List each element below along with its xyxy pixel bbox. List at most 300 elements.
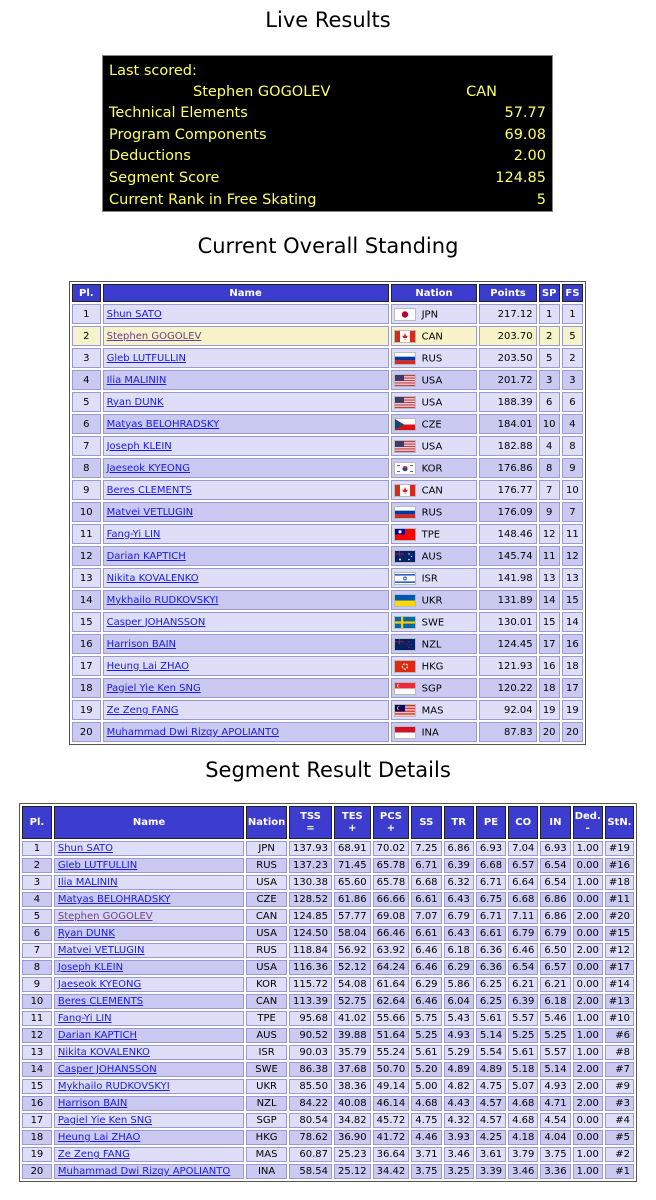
seg-skater-link-casper-johansson[interactable]: Casper JOHANSSON	[57, 1064, 157, 1075]
seg-ded: 1.00	[573, 1147, 603, 1162]
standing-fs: 17	[562, 678, 583, 698]
standing-nation-cell	[391, 656, 478, 676]
seg-pcs: 69.08	[373, 909, 410, 924]
standing-points: 188.39	[479, 392, 536, 412]
standing-sp: 12	[539, 524, 560, 544]
seg-col-ded-sub: -	[585, 822, 590, 834]
seg-place: 13	[22, 1045, 52, 1060]
seg-pe: 6.36	[476, 960, 506, 975]
segment-row	[22, 994, 634, 1009]
seg-place: 9	[22, 977, 52, 992]
seg-name-cell	[54, 892, 244, 907]
seg-tr: 4.43	[444, 1096, 474, 1111]
last-scored-skater-nation: CAN	[466, 84, 497, 100]
standing-nation: CAN	[421, 331, 443, 342]
seg-skater-link-ryan-dunk[interactable]: Ryan DUNK	[57, 928, 115, 939]
seg-in: 6.79	[540, 926, 570, 941]
standing-fs: 9	[562, 458, 583, 478]
seg-pcs: 55.24	[373, 1045, 410, 1060]
seg-place: 16	[22, 1096, 52, 1111]
seg-tes: 52.12	[334, 960, 371, 975]
seg-tes: 36.90	[334, 1130, 371, 1145]
seg-ded: 0.00	[573, 1113, 603, 1128]
standing-place: 9	[72, 480, 101, 500]
standing-nation-cell	[391, 370, 478, 390]
seg-tes: 56.92	[334, 943, 371, 958]
seg-in: 5.25	[540, 1028, 570, 1043]
skater-link-beres-clements[interactable]: Beres CLEMENTS	[106, 484, 192, 496]
seg-ded: 1.00	[573, 1164, 603, 1179]
seg-col-tss	[289, 806, 332, 839]
standing-place: 7	[72, 436, 101, 456]
col-header-place: Pl.	[72, 284, 101, 302]
seg-skater-link-ze-zeng-fang[interactable]: Ze Zeng FANG	[57, 1149, 130, 1160]
segment-header-row	[22, 806, 634, 839]
seg-ss: 4.46	[411, 1130, 441, 1145]
standing-place: 19	[72, 700, 101, 720]
seg-col-tes	[334, 806, 371, 839]
seg-name-cell	[54, 994, 244, 1009]
seg-stn: #11	[605, 892, 634, 907]
standing-sp: 19	[539, 700, 560, 720]
standing-nation: USA	[421, 375, 443, 386]
program-components-label: Program Components	[109, 127, 267, 143]
standing-place: 12	[72, 546, 101, 566]
seg-name-cell	[54, 1130, 244, 1145]
standing-fs: 19	[562, 700, 583, 720]
seg-co: 6.68	[508, 892, 538, 907]
seg-tes: 38.36	[334, 1079, 371, 1094]
seg-stn: #20	[605, 909, 634, 924]
seg-ss: 7.25	[411, 841, 441, 856]
seg-co: 5.07	[508, 1079, 538, 1094]
flag-aus-icon	[394, 550, 416, 563]
seg-skater-link-joseph-klein[interactable]: Joseph KLEIN	[57, 962, 124, 973]
col-header-nation: Nation	[391, 284, 478, 302]
seg-tss: 137.93	[289, 841, 332, 856]
seg-ss: 6.61	[411, 926, 441, 941]
seg-place: 15	[22, 1079, 52, 1094]
standing-fs: 20	[562, 722, 583, 742]
seg-nation: MAS	[246, 1147, 287, 1162]
segment-score-value: 124.85	[495, 170, 546, 186]
standing-points: 176.09	[479, 502, 536, 522]
standing-row	[72, 502, 583, 522]
seg-col-tes-sub: +	[348, 822, 357, 834]
standing-points: 130.01	[479, 612, 536, 632]
seg-ded: 0.00	[573, 977, 603, 992]
seg-skater-link-stephen-gogolev[interactable]: Stephen GOGOLEV	[57, 911, 153, 922]
seg-skater-link-darian-kaptich[interactable]: Darian KAPTICH	[57, 1030, 138, 1041]
standing-nation: USA	[421, 397, 443, 408]
live-results-panel	[102, 55, 553, 212]
seg-tes: 68.91	[334, 841, 371, 856]
seg-name-cell	[54, 926, 244, 941]
skater-link-muhammad-dwi-rizqy-apolianto[interactable]: Muhammad Dwi Rizqy APOLIANTO	[106, 726, 279, 738]
skater-link-mykhailo-rudkovskyi[interactable]: Mykhailo RUDKOVSKYI	[106, 594, 219, 606]
seg-tss: 90.52	[289, 1028, 332, 1043]
standing-name-cell	[103, 370, 389, 390]
seg-ded: 0.00	[573, 960, 603, 975]
seg-nation: AUS	[246, 1028, 287, 1043]
seg-nation: USA	[246, 926, 287, 941]
seg-tss: 124.50	[289, 926, 332, 941]
standing-row	[72, 436, 583, 456]
skater-link-ze-zeng-fang[interactable]: Ze Zeng FANG	[106, 704, 179, 716]
seg-name-cell	[54, 977, 244, 992]
seg-tss: 78.62	[289, 1130, 332, 1145]
seg-pcs: 46.14	[373, 1096, 410, 1111]
segment-row	[22, 1011, 634, 1026]
standing-sp: 20	[539, 722, 560, 742]
standing-name-cell	[103, 678, 389, 698]
flag-isr-icon	[394, 572, 416, 585]
standing-sp: 2	[539, 326, 560, 346]
seg-in: 5.57	[540, 1045, 570, 1060]
flag-usa-icon	[394, 374, 416, 387]
standing-row	[72, 546, 583, 566]
seg-tss: 116.36	[289, 960, 332, 975]
overall-standing-table	[69, 281, 586, 745]
standing-name-cell	[103, 590, 389, 610]
standing-sp: 3	[539, 370, 560, 390]
seg-name-cell	[54, 1028, 244, 1043]
standing-row	[72, 634, 583, 654]
skater-link-joseph-klein[interactable]: Joseph KLEIN	[106, 440, 172, 452]
seg-col-tr: TR	[444, 806, 474, 839]
seg-co: 6.64	[508, 875, 538, 890]
standing-place: 6	[72, 414, 101, 434]
seg-skater-link-pagiel-yie-ken-sng[interactable]: Pagiel Yie Ken SNG	[57, 1115, 152, 1126]
seg-in: 5.46	[540, 1011, 570, 1026]
technical-elements-value: 57.77	[504, 105, 546, 121]
seg-name-cell	[54, 943, 244, 958]
standing-place: 16	[72, 634, 101, 654]
technical-elements-row	[109, 102, 546, 124]
skater-link-harrison-bain[interactable]: Harrison BAIN	[106, 638, 177, 650]
standing-nation-cell	[391, 326, 478, 346]
standing-fs: 1	[562, 304, 583, 324]
standing-nation: SGP	[421, 683, 442, 694]
seg-place: 14	[22, 1062, 52, 1077]
segment-details-table	[19, 803, 637, 1182]
segment-row	[22, 1045, 634, 1060]
technical-elements-label: Technical Elements	[109, 105, 248, 121]
seg-ss: 6.61	[411, 892, 441, 907]
seg-pcs: 50.70	[373, 1062, 410, 1077]
standing-sp: 18	[539, 678, 560, 698]
seg-in: 6.86	[540, 892, 570, 907]
seg-nation: CAN	[246, 909, 287, 924]
standing-nation-cell	[391, 546, 478, 566]
deductions-row	[109, 145, 546, 167]
seg-skater-link-heung-lai-zhao[interactable]: Heung Lai ZHAO	[57, 1132, 141, 1143]
seg-co: 7.11	[508, 909, 538, 924]
seg-ded: 0.00	[573, 926, 603, 941]
skater-link-stephen-gogolev[interactable]: Stephen GOGOLEV	[106, 330, 202, 342]
flag-usa-icon	[394, 396, 416, 409]
seg-skater-link-beres-clements[interactable]: Beres CLEMENTS	[57, 996, 144, 1007]
current-rank-value: 5	[536, 192, 546, 208]
seg-co: 5.57	[508, 1011, 538, 1026]
seg-skater-link-jaeseok-kyeong[interactable]: Jaeseok KYEONG	[57, 979, 142, 990]
seg-pcs: 41.72	[373, 1130, 410, 1145]
skater-link-casper-johansson[interactable]: Casper JOHANSSON	[106, 616, 206, 628]
seg-in: 4.54	[540, 1113, 570, 1128]
seg-col-pcs-sub: +	[386, 822, 396, 834]
seg-ss: 4.75	[411, 1113, 441, 1128]
seg-ss: 3.75	[411, 1164, 441, 1179]
skater-link-shun-sato[interactable]: Shun SATO	[106, 308, 162, 320]
seg-pe: 6.25	[476, 977, 506, 992]
seg-skater-link-matyas-belohradsky[interactable]: Matyas BELOHRADSKY	[57, 894, 171, 905]
segment-row	[22, 1113, 634, 1128]
standing-fs: 2	[562, 348, 583, 368]
seg-co: 6.46	[508, 943, 538, 958]
seg-skater-link-mykhailo-rudkovskyi[interactable]: Mykhailo RUDKOVSKYI	[57, 1081, 170, 1092]
standing-row	[72, 348, 583, 368]
seg-place: 18	[22, 1130, 52, 1145]
seg-tes: 40.08	[334, 1096, 371, 1111]
standing-fs: 5	[562, 326, 583, 346]
seg-tes: 25.12	[334, 1164, 371, 1179]
standing-row	[72, 722, 583, 742]
seg-pe: 6.93	[476, 841, 506, 856]
standing-sp: 14	[539, 590, 560, 610]
skater-link-matyas-belohradsky[interactable]: Matyas BELOHRADSKY	[106, 418, 220, 430]
skater-link-fang-yi-lin[interactable]: Fang-Yi LIN	[106, 528, 161, 540]
segment-row	[22, 943, 634, 958]
seg-nation: CAN	[246, 994, 287, 1009]
seg-pe: 4.57	[476, 1096, 506, 1111]
seg-co: 7.04	[508, 841, 538, 856]
seg-stn: #4	[605, 1113, 634, 1128]
skater-link-ilia-malinin[interactable]: Ilia MALININ	[106, 374, 167, 386]
standing-nation: JPN	[421, 309, 439, 320]
seg-skater-link-fang-yi-lin[interactable]: Fang-Yi LIN	[57, 1013, 112, 1024]
flag-usa-icon	[394, 440, 416, 453]
standing-name-cell	[103, 304, 389, 324]
standing-nation-cell	[391, 436, 478, 456]
standing-name-cell	[103, 326, 389, 346]
current-rank-row	[109, 189, 546, 211]
standing-nation-cell	[391, 414, 478, 434]
seg-ss: 5.25	[411, 1028, 441, 1043]
col-header-fs: FS	[562, 284, 583, 302]
flag-hkg-icon	[394, 660, 416, 673]
seg-stn: #16	[605, 858, 634, 873]
seg-pcs: 66.66	[373, 892, 410, 907]
skater-link-ryan-dunk[interactable]: Ryan DUNK	[106, 396, 164, 408]
seg-tr: 3.93	[444, 1130, 474, 1145]
standing-sp: 16	[539, 656, 560, 676]
seg-nation: ISR	[246, 1045, 287, 1060]
seg-ded: 2.00	[573, 909, 603, 924]
seg-pcs: 66.46	[373, 926, 410, 941]
seg-skater-link-shun-sato[interactable]: Shun SATO	[57, 843, 113, 854]
standing-sp: 10	[539, 414, 560, 434]
seg-ss: 5.61	[411, 1045, 441, 1060]
seg-place: 10	[22, 994, 52, 1009]
standing-fs: 16	[562, 634, 583, 654]
standing-row	[72, 370, 583, 390]
standing-points: 141.98	[479, 568, 536, 588]
current-rank-label: Current Rank in Free Skating	[109, 192, 317, 208]
standing-nation: RUS	[421, 353, 443, 364]
seg-pe: 5.14	[476, 1028, 506, 1043]
segment-row	[22, 960, 634, 975]
overall-standing-title: Current Overall Standing	[197, 234, 459, 258]
seg-place: 12	[22, 1028, 52, 1043]
seg-col-pcs	[373, 806, 410, 839]
seg-ded: 0.00	[573, 892, 603, 907]
seg-col-pcs-label: PCS	[379, 810, 402, 822]
standing-row	[72, 656, 583, 676]
seg-skater-link-nikita-kovalenko[interactable]: Nikita KOVALENKO	[57, 1047, 150, 1058]
seg-tes: 39.88	[334, 1028, 371, 1043]
standing-points: 124.45	[479, 634, 536, 654]
standing-place: 8	[72, 458, 101, 478]
seg-tr: 4.82	[444, 1079, 474, 1094]
standing-row	[72, 590, 583, 610]
seg-pcs: 64.24	[373, 960, 410, 975]
last-scored-skater-name: Stephen GOGOLEV	[193, 84, 331, 100]
seg-tr: 5.29	[444, 1045, 474, 1060]
last-scored-label: Last scored:	[109, 63, 197, 79]
seg-ded: 0.00	[573, 858, 603, 873]
standing-nation-cell	[391, 480, 478, 500]
seg-pcs: 34.42	[373, 1164, 410, 1179]
standing-fs: 18	[562, 656, 583, 676]
standing-place: 13	[72, 568, 101, 588]
seg-place: 20	[22, 1164, 52, 1179]
seg-stn: #7	[605, 1062, 634, 1077]
seg-col-place: Pl.	[22, 806, 52, 839]
seg-name-cell	[54, 841, 244, 856]
flag-can-icon	[394, 330, 416, 343]
seg-tss: 90.03	[289, 1045, 332, 1060]
standing-points: 145.74	[479, 546, 536, 566]
seg-pcs: 70.02	[373, 841, 410, 856]
standing-name-cell	[103, 502, 389, 522]
standing-name-cell	[103, 634, 389, 654]
seg-in: 6.86	[540, 909, 570, 924]
standing-nation-cell	[391, 502, 478, 522]
standing-row	[72, 700, 583, 720]
seg-stn: #17	[605, 960, 634, 975]
standing-name-cell	[103, 414, 389, 434]
seg-nation: SGP	[246, 1113, 287, 1128]
seg-pcs: 36.64	[373, 1147, 410, 1162]
seg-skater-link-gleb-lutfullin[interactable]: Gleb LUTFULLIN	[57, 860, 138, 871]
flag-mas-icon	[394, 704, 416, 717]
standing-place: 11	[72, 524, 101, 544]
skater-link-pagiel-yie-ken-sng[interactable]: Pagiel Yie Ken SNG	[106, 682, 201, 694]
seg-nation: NZL	[246, 1096, 287, 1111]
seg-tr: 6.43	[444, 926, 474, 941]
seg-stn: #15	[605, 926, 634, 941]
seg-col-ss: SS	[411, 806, 441, 839]
skater-link-nikita-kovalenko[interactable]: Nikita KOVALENKO	[106, 572, 199, 584]
standing-nation: HKG	[421, 661, 444, 672]
standing-points: 148.46	[479, 524, 536, 544]
standing-place: 20	[72, 722, 101, 742]
seg-ded: 1.00	[573, 875, 603, 890]
col-header-name: Name	[103, 284, 389, 302]
seg-co: 5.18	[508, 1062, 538, 1077]
standing-sp: 4	[539, 436, 560, 456]
seg-ded: 1.00	[573, 1028, 603, 1043]
seg-name-cell	[54, 1147, 244, 1162]
skater-link-heung-lai-zhao[interactable]: Heung Lai ZHAO	[106, 660, 190, 672]
seg-pe: 6.75	[476, 892, 506, 907]
seg-skater-link-ilia-malinin[interactable]: Ilia MALININ	[57, 877, 118, 888]
seg-ded: 2.00	[573, 1079, 603, 1094]
seg-tes: 35.79	[334, 1045, 371, 1060]
seg-skater-link-matvei-vetlugin[interactable]: Matvei VETLUGIN	[57, 945, 145, 956]
standing-name-cell	[103, 480, 389, 500]
seg-stn: #1	[605, 1164, 634, 1179]
standing-place: 14	[72, 590, 101, 610]
seg-tss: 84.22	[289, 1096, 332, 1111]
seg-col-nation: Nation	[246, 806, 287, 839]
seg-tr: 5.43	[444, 1011, 474, 1026]
seg-name-cell	[54, 1096, 244, 1111]
seg-pe: 4.57	[476, 1113, 506, 1128]
standing-row	[72, 524, 583, 544]
seg-nation: USA	[246, 875, 287, 890]
standing-fs: 11	[562, 524, 583, 544]
seg-pcs: 61.64	[373, 977, 410, 992]
standing-nation-cell	[391, 722, 478, 742]
seg-tes: 37.68	[334, 1062, 371, 1077]
standing-row	[72, 304, 583, 324]
seg-tr: 6.43	[444, 892, 474, 907]
seg-pe: 6.71	[476, 909, 506, 924]
seg-col-stn: StN.	[605, 806, 634, 839]
segment-row	[22, 977, 634, 992]
seg-skater-link-harrison-bain[interactable]: Harrison BAIN	[57, 1098, 128, 1109]
skater-link-darian-kaptich[interactable]: Darian KAPTICH	[106, 550, 186, 562]
standing-sp: 6	[539, 392, 560, 412]
skater-link-gleb-lutfullin[interactable]: Gleb LUTFULLIN	[106, 352, 186, 364]
standing-place: 15	[72, 612, 101, 632]
seg-pe: 6.68	[476, 858, 506, 873]
flag-cze-icon	[394, 418, 416, 431]
seg-tr: 4.89	[444, 1062, 474, 1077]
seg-pcs: 65.78	[373, 858, 410, 873]
seg-pe: 4.75	[476, 1079, 506, 1094]
standing-points: 131.89	[479, 590, 536, 610]
standing-sp: 9	[539, 502, 560, 522]
standing-nation-cell	[391, 348, 478, 368]
seg-stn: #12	[605, 943, 634, 958]
standing-nation-cell	[391, 634, 478, 654]
seg-tr: 5.86	[444, 977, 474, 992]
seg-ss: 5.00	[411, 1079, 441, 1094]
seg-skater-link-muhammad-dwi-rizqy-apolianto[interactable]: Muhammad Dwi Rizqy APOLIANTO	[57, 1166, 231, 1177]
seg-co: 6.39	[508, 994, 538, 1009]
segment-score-label: Segment Score	[109, 170, 220, 186]
seg-stn: #2	[605, 1147, 634, 1162]
seg-ded: 1.00	[573, 1045, 603, 1060]
deductions-value: 2.00	[513, 148, 546, 164]
standing-points: 201.72	[479, 370, 536, 390]
standing-row	[72, 414, 583, 434]
skater-link-matvei-vetlugin[interactable]: Matvei VETLUGIN	[106, 506, 194, 518]
skater-link-jaeseok-kyeong[interactable]: Jaeseok KYEONG	[106, 462, 191, 474]
seg-tss: 128.52	[289, 892, 332, 907]
